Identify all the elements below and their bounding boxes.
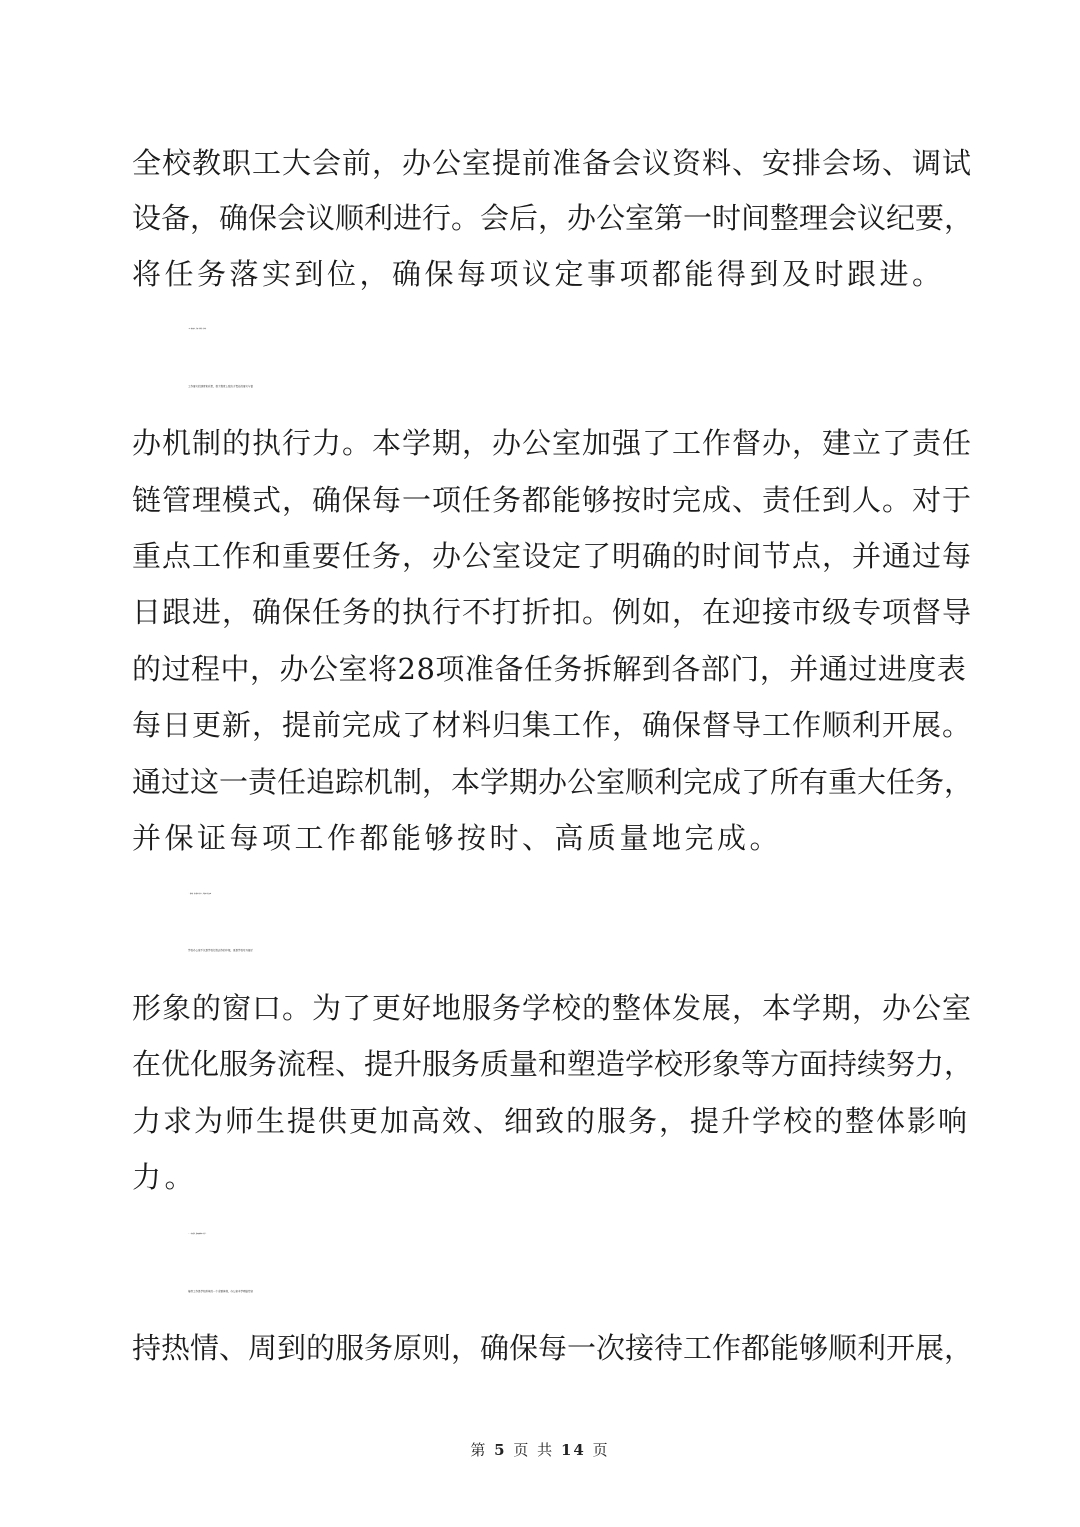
body-text-line: 链管理模式，确保每一项任务都能够按时完成、责任到人。对于 <box>132 483 973 517</box>
body-text-line: 力。 <box>132 1160 198 1194</box>
body-text-line: 每日更新，提前完成了材料归集工作，确保督导工作顺利开展。 <box>132 708 973 742</box>
body-text-line: 办机制的执行力。本学期，办公室加强了工作督办，建立了责任 <box>132 426 973 460</box>
chapter-heading: 二、服务篇：提升服务“软实力”，塑造窗口优良形象 <box>188 894 212 895</box>
body-text-line: 的过程中，办公室将28项准备任务拆解到各部门，并通过进度表 <box>132 652 967 686</box>
section-heading: （一）优化接待，展现热情周到“东道主” <box>188 1234 207 1235</box>
body-text-line: 并保证每项工作都能够按时、高质量地完成。 <box>132 821 783 855</box>
page-footer <box>0 1440 1080 1460</box>
footer-prefix: 第 <box>470 1441 488 1459</box>
body-text-line: 学校办公室不仅是学校行政运作的中枢，更是学校对外展示 <box>188 949 254 952</box>
body-text-line: 形象的窗口。为了更好地服务学校的整体发展，本学期，办公室 <box>132 991 973 1025</box>
body-text-line: 将任务落实到位，确保每项议定事项都能得到及时跟进。 <box>132 257 945 291</box>
body-text-line: 全校教职工大会前，办公室提前准备会议资料、安排会场、调试 <box>132 146 973 180</box>
section-heading: （四）强化督办，拧紧工作推进“责任链” <box>188 329 207 330</box>
body-text-line: 设备，确保会议顺利进行。会后，办公室第一时间整理会议纪要， <box>132 201 974 235</box>
total-pages-number: 14 <box>560 1441 586 1459</box>
body-text-line: 接待工作是学校形象的一个重要体现，办公室本学期始终坚 <box>188 1290 254 1293</box>
body-text-line: 在优化服务流程、提升服务质量和塑造学校形象等方面持续努力， <box>132 1047 974 1081</box>
body-text-line: 通过这一责任追踪机制，本学期办公室顺利完成了所有重大任务， <box>132 765 974 799</box>
body-text-line: 工作落实的速度和质量，很大程度上取决于责任的落实与督 <box>188 385 254 388</box>
body-text-line: 持热情、周到的服务原则，确保每一次接待工作都能够顺利开展， <box>132 1331 974 1365</box>
current-page-number: 5 <box>494 1441 507 1459</box>
body-text-line: 力求为师生提供更加高效、细致的服务，提升学校的整体影响 <box>132 1104 970 1138</box>
footer-suffix: 页 <box>592 1441 610 1459</box>
body-text-line: 日跟进，确保任务的执行不打折扣。例如，在迎接市级专项督导 <box>132 595 973 629</box>
footer-middle: 页 共 <box>513 1441 555 1459</box>
body-text-line: 重点工作和重要任务，办公室设定了明确的时间节点，并通过每 <box>132 539 973 573</box>
